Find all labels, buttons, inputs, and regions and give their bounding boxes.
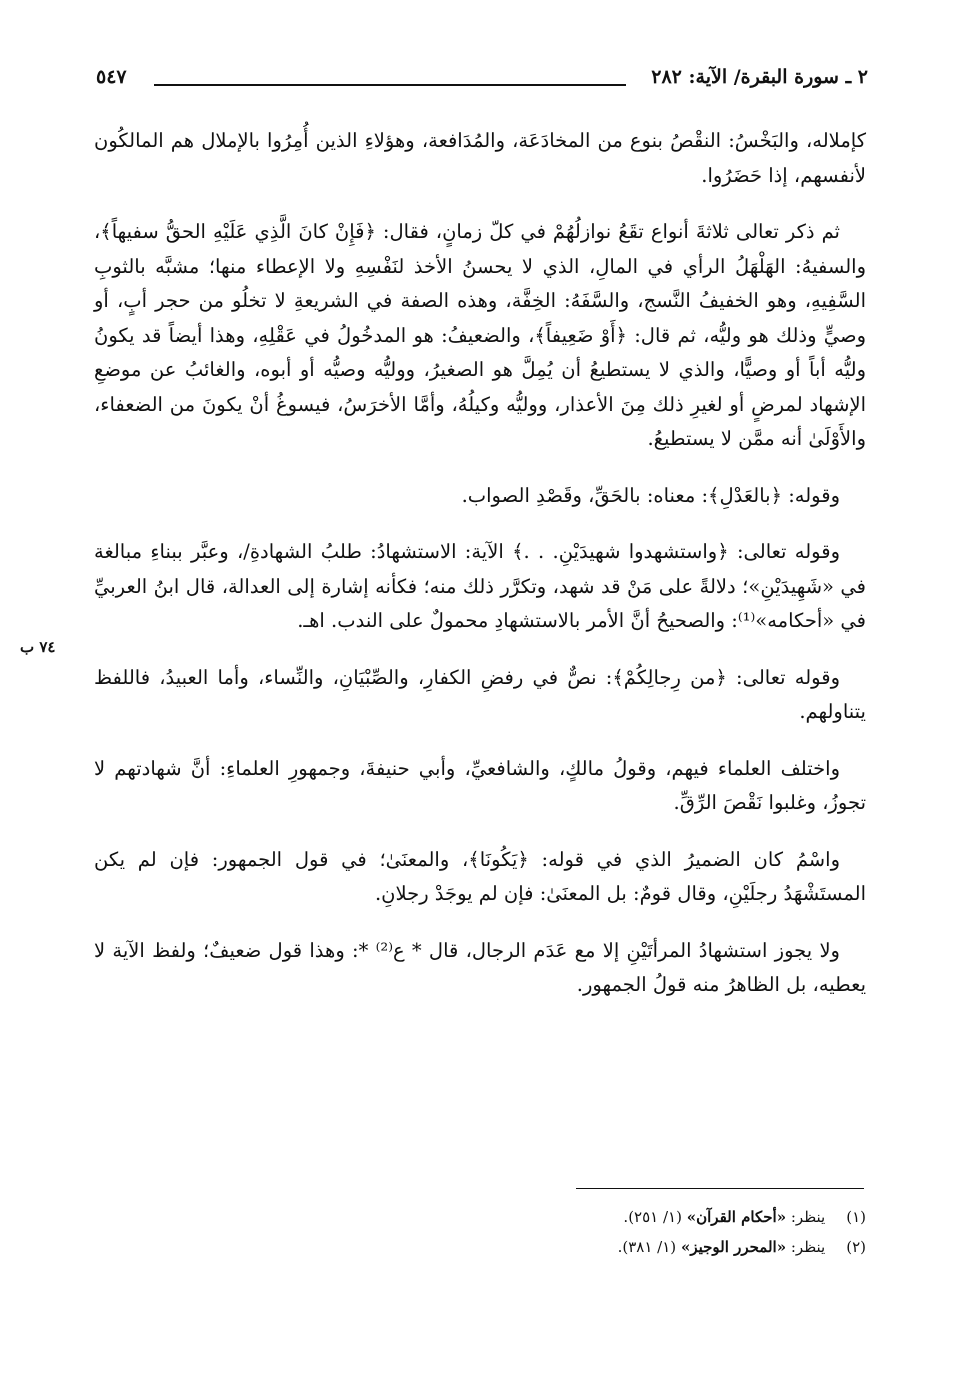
footnote-reference: (١/ ٣٨١).: [617, 1238, 677, 1256]
paragraph: كإملاله، والبَخْسُ: النقْصُ بنوع من المخادَعَة، والمُدَافعة، وهؤلاءِ الذين أُمِرُوا بالإملال هم المالكُون لأنفسهم، إذا حَضَرُوا.: [94, 129, 866, 187]
footnote-item: [94, 1202, 866, 1232]
paragraph: واختلف العلماء فيهم، وقولُ مالكٍ، والشافعيِّ، وأبي حنيفةَ، وجمهورِ العلماءِ: أنَّ شهادتهم لا تجوزُ، وغلبوا نَقْصَ الرِّقِّ.: [94, 756, 866, 814]
footnote-number: (٢): [846, 1238, 866, 1256]
footnote-prefix: ينظر:: [790, 1238, 826, 1256]
footnote-item: [94, 1232, 866, 1262]
footnote-reference: (١/ ٢٥١).: [623, 1208, 682, 1226]
paragraph: وقوله تعالى: ﴿من رِجالِكُمْ﴾: نصٌّ في رفضِ الكفارِ، والصِّبْيَانِ، والنِّساء، وأما العبيدُ، فاللفظ يتناولهم.: [94, 665, 866, 723]
footnote-separator: [576, 1188, 864, 1189]
main-text: [94, 124, 866, 1025]
running-header: [96, 60, 868, 96]
paragraph: ولا يجوز استشهادُ المرأتَيْنِ إلا مع عَدَم الرجال، قال * ع⁽²⁾ *: وهذا قول ضعيفٌ؛ ولفظ الآية لا يعطيه، بل الظاهرُ منه قولُ الجمهور.: [94, 938, 866, 996]
paragraph: واسْمُ كان الضميرُ الذي في قوله: ﴿يَكُونَا﴾، والمعنَىٰ؛ في قول الجمهور: فإن لم يكن المستَشْهَدُ رجلَيْنِ، وقال قومٌ: بل المعنَىٰ: فإن لم يوجَدْ رجلانِ.: [94, 847, 866, 905]
footnote-source-title: «أحكام القرآن»: [686, 1208, 787, 1226]
footnote-prefix: ينظر:: [790, 1208, 826, 1226]
running-header-title: ٢ ـ سورة البقرة/ الآية: ٢٨٢: [651, 66, 868, 88]
footnote-source-title: «المحرر الوجيز»: [680, 1238, 787, 1256]
header-rule: [154, 84, 626, 86]
paragraph: وقوله تعالى: ﴿واستشهدوا شهيدَيْنِ. . .﴾ الآية: الاستشهادُ: طلبُ الشهادةِ/، وعبَّر ببناءِ مبالغة في «شَهِيدَيْنِ»؛ دلالةً على مَنْ قد شهد، وتكرَّر ذلك منه؛ فكأنه إشارة إلى العدالة، قال ابنُ العربيِّ في «أحكامه»⁽¹⁾: والصحيحُ أنَّ الأمر بالاستشهادِ محمولٌ على الندب. اهـ.: [94, 540, 866, 632]
page-number: ٥٤٧: [96, 66, 127, 88]
paragraph: ثم ذكر تعالى ثلاثةَ أنواع تقَعُ نوازلُهُمْ في كلّ زمانٍ، فقال: ﴿فَإِنْ كانَ الَّذِي عَلَيْهِ الحقُّ سفيهاً﴾، والسفيهُ: الهَلْهَلُ الرأي في المالِ، الذي لا يحسنُ الأخذ لنَفْسِهِ ولا الإعطاء منها؛ مشبَّه بالثوبِ السَّفِيهِ، وهو الخفيفُ النَّسج، والسَّفَهُ: الخِفَّة، وهذه الصفة في الشريعةِ لا تخلُو من حجر أبٍ، أو وصيٍّ وذلك هو وليُّه، ثم قال: ﴿أَوْ ضَعِيفاً﴾، والضعيفُ: هو المدخُولُ في عَقْلِهِ، وهذا أيضاً قد يكونُ وليُّه أباً أو وصيًّا، والذي لا يستطيعُ أن يُمِلَّ هو الصغيرُ، ووليُّه وصيُّه أو أبوه، والغائبُ عن موضعِ الإشهاد لمرضٍ أو لغيرِ ذلك مِنَ الأعذار، ووليُّه وكيلُهُ، وأمَّا الأخرَسُ، فيسوغُ أنْ يكونَ من الضعفاء، والأَوْلَىٰ أنه ممَّن لا يستطيعُ.: [94, 220, 866, 450]
paragraph: وقوله: ﴿بالعَدْلِ﴾: معناه: بالحَقِّ، وقَصْدِ الصواب.: [461, 483, 840, 507]
margin-folio-note: ٧٤ ب: [20, 638, 56, 656]
footnotes: [94, 1202, 866, 1262]
footnote-number: (١): [846, 1208, 866, 1226]
